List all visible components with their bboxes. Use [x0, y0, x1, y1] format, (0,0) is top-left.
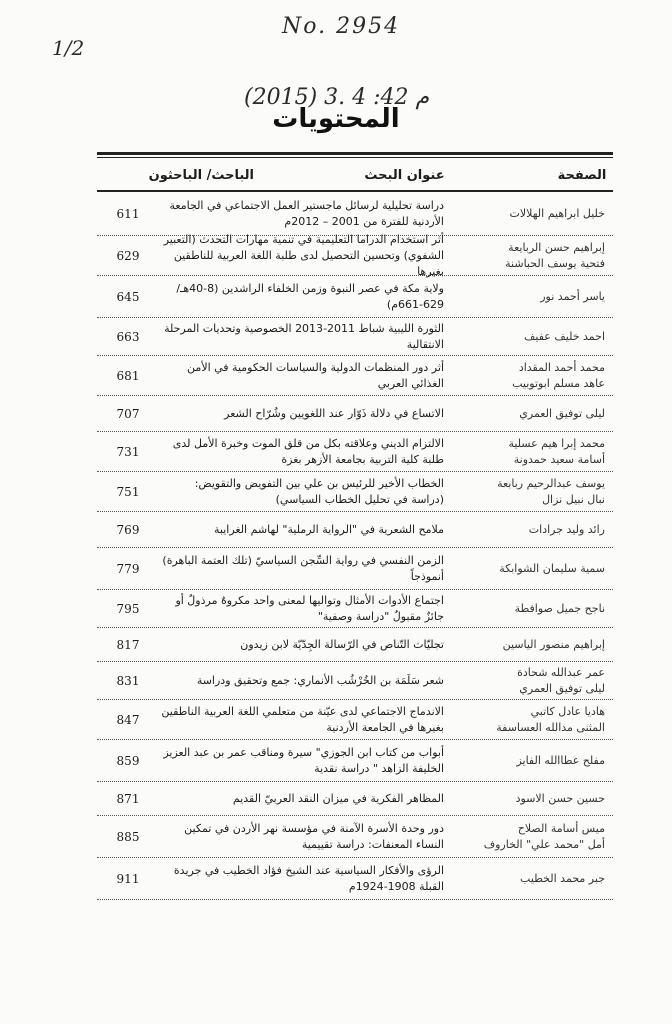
row-authors [448, 522, 613, 538]
author-name: ليلى توفيق العمري [519, 681, 605, 695]
row-authors [448, 704, 613, 736]
table-row [97, 276, 613, 318]
row-authors [448, 791, 613, 807]
author-name: ليلى توفيق العمري [519, 406, 605, 420]
handwritten-page-mark: 1/2 [52, 36, 85, 60]
row-authors [448, 206, 613, 222]
author-name: ياسر أحمد نور [540, 289, 605, 303]
row-page: 847 [116, 712, 140, 727]
row-title: أثر استخدام الدراما التعليمية في تنمية مهارات التحدث (التعبير الشفوي) وتحسين التحصيل لدى طلبة اللغة العربية للناطقين بغيرها [163, 232, 444, 278]
author-name: جبر محمد الخطيب [520, 871, 605, 885]
header-page: الصفحة [557, 167, 607, 183]
row-authors [448, 406, 613, 422]
row-page: 681 [116, 368, 140, 383]
table-row [97, 858, 613, 900]
row-page: 831 [116, 673, 140, 688]
table-row [97, 740, 613, 782]
table-row [97, 700, 613, 740]
row-title: شعر سَلَمَة بن الخُرْشُب الأنماري: جمع وتحقيق ودراسة [196, 673, 444, 687]
author-name: محمد أحمد المقداد [518, 360, 605, 374]
row-title: الالتزام الديني وعلاقته بكل من قلق الموت وخبرة الأمل لدى طلبة كلية التربية بجامعة الأزهر بغزة [172, 436, 444, 466]
author-name: ناجح جميل صوافطة [514, 601, 605, 615]
row-page: 611 [116, 206, 140, 221]
row-authors [448, 476, 613, 508]
table-row [97, 396, 613, 432]
table-header [97, 160, 613, 192]
row-title: دراسة تحليلية لرسائل ماجستير العمل الاجتماعي في الجامعة الأردنية للفترة من 2001 – 2012م [169, 198, 444, 228]
author-name: فتحية يوسف الحباشنة [505, 256, 605, 270]
author-name: هاديا عادل كاتبي [530, 704, 605, 718]
row-page: 769 [116, 522, 140, 537]
row-page: 795 [116, 601, 140, 616]
row-page: 817 [116, 637, 140, 652]
row-page: 663 [116, 329, 140, 344]
table-row [97, 432, 613, 472]
author-name: احمد خليف عفيف [524, 329, 605, 343]
page-title: المحتويات [272, 104, 400, 134]
handwritten-date: (2015) 3. 4 :42 م [244, 85, 430, 110]
row-page: 885 [116, 829, 140, 844]
row-authors [448, 665, 613, 697]
row-title: ولاية مكة في عصر النبوة وزمن الخلفاء الراشدين (8-40هـ/ 629-661م) [176, 281, 444, 311]
author-name: عاهد مسلم ابوتوبيب [512, 376, 605, 390]
table-row [97, 356, 613, 396]
table-row [97, 232, 613, 278]
row-title: تجليّات التّناص في الرّسالة الجِدّيّة لابن زيدون [240, 637, 444, 651]
row-authors [448, 436, 613, 468]
author-name: نبال نبيل نزال [542, 492, 605, 506]
author-name: إبراهيم حسن الربايعة [508, 240, 605, 254]
row-title: الاندماج الاجتماعي لدى عيّنة من متعلمي اللغة العربية الناطقين بغيرها في الجامعة الأردنية [161, 704, 444, 734]
row-title: الاتساع في دلالة ذَوّار عند اللغويين وشُرّاح الشعر [224, 406, 444, 420]
row-page: 779 [116, 561, 140, 576]
table-row [97, 472, 613, 512]
row-title: دور وحدة الأسرة الآمنة في مؤسسة نهر الأردن في تمكين النساء المعنفات: دراسة تقييمية [184, 821, 444, 851]
row-title: الثورة الليبية شباط 2011-2013 الخصوصية وتحديات المرحلة الانتقالية [164, 321, 444, 351]
author-name: خليل ابراهيم الهلالات [509, 206, 605, 220]
row-page: 629 [116, 248, 140, 263]
author-name: رائد وليد جرادات [528, 522, 605, 536]
author-name: عمر عبدالله شحادة [517, 665, 605, 679]
table-row [97, 548, 613, 590]
author-name: يوسف عبدالرحيم ربابعة [497, 476, 605, 490]
row-title: الرؤى والأفكار السياسية عند الشيخ فؤاد الخطيب في جريدة القبلة 1908-1924م [173, 863, 444, 893]
row-page: 731 [116, 444, 140, 459]
author-name: محمد إبرا هيم عسلية [508, 436, 605, 450]
author-name: إبراهيم منصور الياسين [502, 637, 605, 651]
author-name: مفلح عطاالله الفايز [516, 753, 605, 767]
table-row [97, 192, 613, 236]
row-page: 859 [116, 753, 140, 768]
author-name: ميس أسامة الصلاح [517, 821, 605, 835]
row-title: الزمن النفسي في رواية السِّجن السياسيّ (تلك العتمة الباهرة) أنموذجاً [162, 553, 444, 583]
row-page: 871 [116, 791, 140, 806]
header-rule [97, 152, 613, 158]
row-page: 751 [116, 484, 140, 499]
table-row [97, 512, 613, 548]
row-authors [448, 601, 613, 617]
row-page: 645 [116, 289, 140, 304]
row-authors [448, 821, 613, 853]
header-author: الباحث/ الباحثون [148, 167, 254, 183]
table-row [97, 628, 613, 662]
row-title: المظاهر الفكرية في ميزان النقد العربيّ القديم [232, 791, 444, 805]
author-name: المثنى مدالله العساسفة [496, 720, 605, 734]
table-row [97, 662, 613, 700]
row-authors [448, 871, 613, 887]
handwritten-number: No. 2954 [282, 14, 401, 39]
table-row [97, 590, 613, 628]
author-name: أسامة سعيد حمدونة [513, 452, 605, 466]
table-row [97, 318, 613, 356]
row-title: أبواب من كتاب ابن الجوزي" سيرة ومناقب عمر بن عبد العزيز الخليفة الزاهد " دراسة نقدية [163, 745, 444, 775]
row-title: اجتماع الأدوات الأمثال وتواليها لمعنى واحد مكروهٌ مرذولٌ أو جائزٌ مقبولٌ "دراسة وصفية" [175, 593, 444, 623]
row-authors [448, 753, 613, 769]
row-title: ملامح الشعرية في "الرواية الرملية" لهاشم الغرايبة [214, 522, 444, 536]
row-authors [448, 360, 613, 392]
author-name: أمل "محمد علي" الخاروف [483, 837, 605, 851]
row-title: الخطاب الأخير للرئيس بن علي بين التفويض والتقويض: (دراسة في تحليل الخطاب السياسي) [194, 476, 444, 506]
row-title: أثر دور المنظمات الدولية والسياسات الحكومية في الأمن الغذائي العربي [187, 360, 444, 390]
header-title: عنوان البحث [364, 167, 445, 183]
row-authors [448, 561, 613, 577]
table-row [97, 782, 613, 816]
row-page: 911 [116, 871, 140, 886]
author-name: حسين حسن الاسود [515, 791, 605, 805]
contents-table [97, 192, 613, 900]
table-row [97, 816, 613, 858]
row-authors [448, 240, 613, 272]
row-page: 707 [116, 406, 140, 421]
row-authors [448, 637, 613, 653]
row-authors [448, 329, 613, 345]
author-name: سمية سليمان الشوابكة [499, 561, 605, 575]
row-authors [448, 289, 613, 305]
